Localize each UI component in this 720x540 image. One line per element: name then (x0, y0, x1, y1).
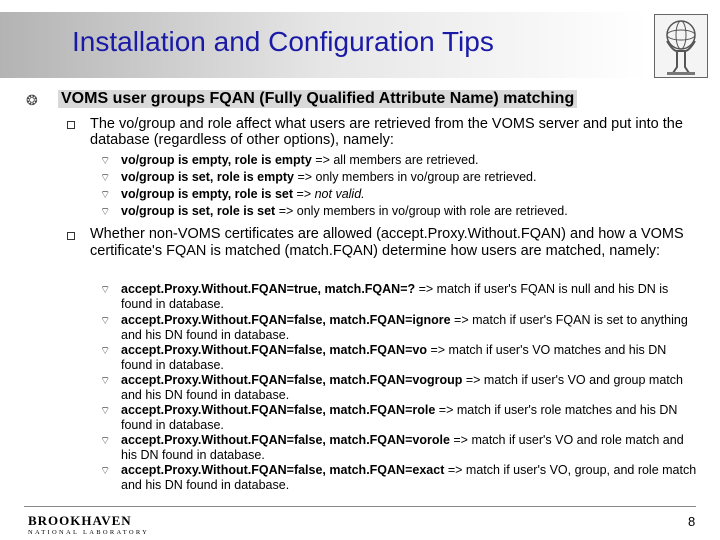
item-text: => all members are retrieved. (311, 153, 479, 167)
list-item (121, 282, 701, 312)
z-bullet-icon: ⌔ (100, 155, 111, 167)
z-bullet-icon: ⌔ (100, 284, 111, 296)
z-bullet-icon: ⌔ (100, 345, 111, 357)
footer-divider (24, 506, 696, 507)
item-bold: vo/group is empty, role is empty (121, 153, 312, 167)
item-text: => only members in vo/group with role are retrieved. (275, 204, 568, 218)
paragraph-2: Whether non-VOMS certificates are allowed (accept.Proxy.Without.FQAN) and how a VOMS certificate's FQAN is matched (match.FQAN) determine how users are matched, namely: (90, 226, 684, 259)
slide-title: Installation and Configuration Tips (72, 26, 494, 57)
item-text: => match if user's VO and role match and his DN found in database. (121, 433, 684, 462)
square-bullet-icon (67, 232, 75, 240)
item-bold: accept.Proxy.Without.FQAN=false, match.FQAN=vo (121, 343, 427, 357)
z-bullet-icon: ⌔ (100, 315, 111, 327)
page-number: 8 (688, 514, 696, 529)
item-text: => match if user's FQAN is set to anything and his DN found in database. (121, 313, 688, 342)
item-bold: accept.Proxy.Without.FQAN=false, match.FQAN=vogroup (121, 373, 463, 387)
item-text: => only members in vo/group are retrieved. (293, 170, 537, 184)
item-text: => match if user's VO and group match and his DN found in database. (121, 373, 683, 402)
atlas-logo-icon (654, 14, 708, 78)
gear-bullet-icon: ❂ (26, 92, 38, 108)
item-bold: accept.Proxy.Without.FQAN=true, match.FQAN=? (121, 282, 416, 296)
z-bullet-icon: ⌔ (100, 465, 111, 477)
item-bold: vo/group is set, role is set (121, 204, 276, 218)
z-bullet-icon: ⌔ (100, 435, 111, 447)
list-item (121, 403, 701, 433)
item-text: => match if user's VO, group, and role match and his DN found in database. (121, 463, 697, 492)
list-item (121, 170, 701, 185)
z-bullet-icon: ⌔ (100, 206, 111, 218)
list-item (121, 343, 701, 373)
brookhaven-logo (28, 513, 149, 536)
list-item (121, 204, 701, 219)
z-bullet-icon: ⌔ (100, 405, 111, 417)
item-text: => match if user's VO matches and his DN found in database. (121, 343, 667, 372)
item-bold: accept.Proxy.Without.FQAN=false, match.FQAN=exact (121, 463, 445, 477)
item-bold: accept.Proxy.Without.FQAN=false, match.FQAN=vorole (121, 433, 450, 447)
list-item (121, 153, 701, 168)
list-item (121, 463, 701, 493)
paragraph-1: The vo/group and role affect what users are retrieved from the VOMS server and put into the database (regardless of other options), namely: (90, 116, 683, 148)
list-item (121, 187, 701, 202)
list-item (121, 313, 701, 343)
list-item (121, 373, 701, 403)
z-bullet-icon: ⌔ (100, 375, 111, 387)
item-bold: vo/group is set, role is empty (121, 170, 294, 184)
item-italic: not valid. (314, 187, 365, 201)
item-text: => match if user's role matches and his DN found in database. (121, 403, 678, 432)
z-bullet-icon: ⌔ (100, 189, 111, 201)
item-bold: vo/group is empty, role is set (121, 187, 294, 201)
logo-main-text: BROOKHAVEN (28, 513, 132, 528)
list-item (121, 433, 701, 463)
logo-sub-text: NATIONAL LABORATORY (28, 529, 150, 536)
item-text: => (293, 187, 315, 201)
item-bold: accept.Proxy.Without.FQAN=false, match.FQAN=ignore (121, 313, 451, 327)
item-text: => match if user's FQAN is null and his DN is found in database. (121, 282, 669, 311)
item-bold: accept.Proxy.Without.FQAN=false, match.FQAN=role (121, 403, 436, 417)
section-heading: VOMS user groups FQAN (Fully Qualified Attribute Name) matching (58, 90, 577, 108)
square-bullet-icon (67, 121, 75, 129)
z-bullet-icon: ⌔ (100, 172, 111, 184)
